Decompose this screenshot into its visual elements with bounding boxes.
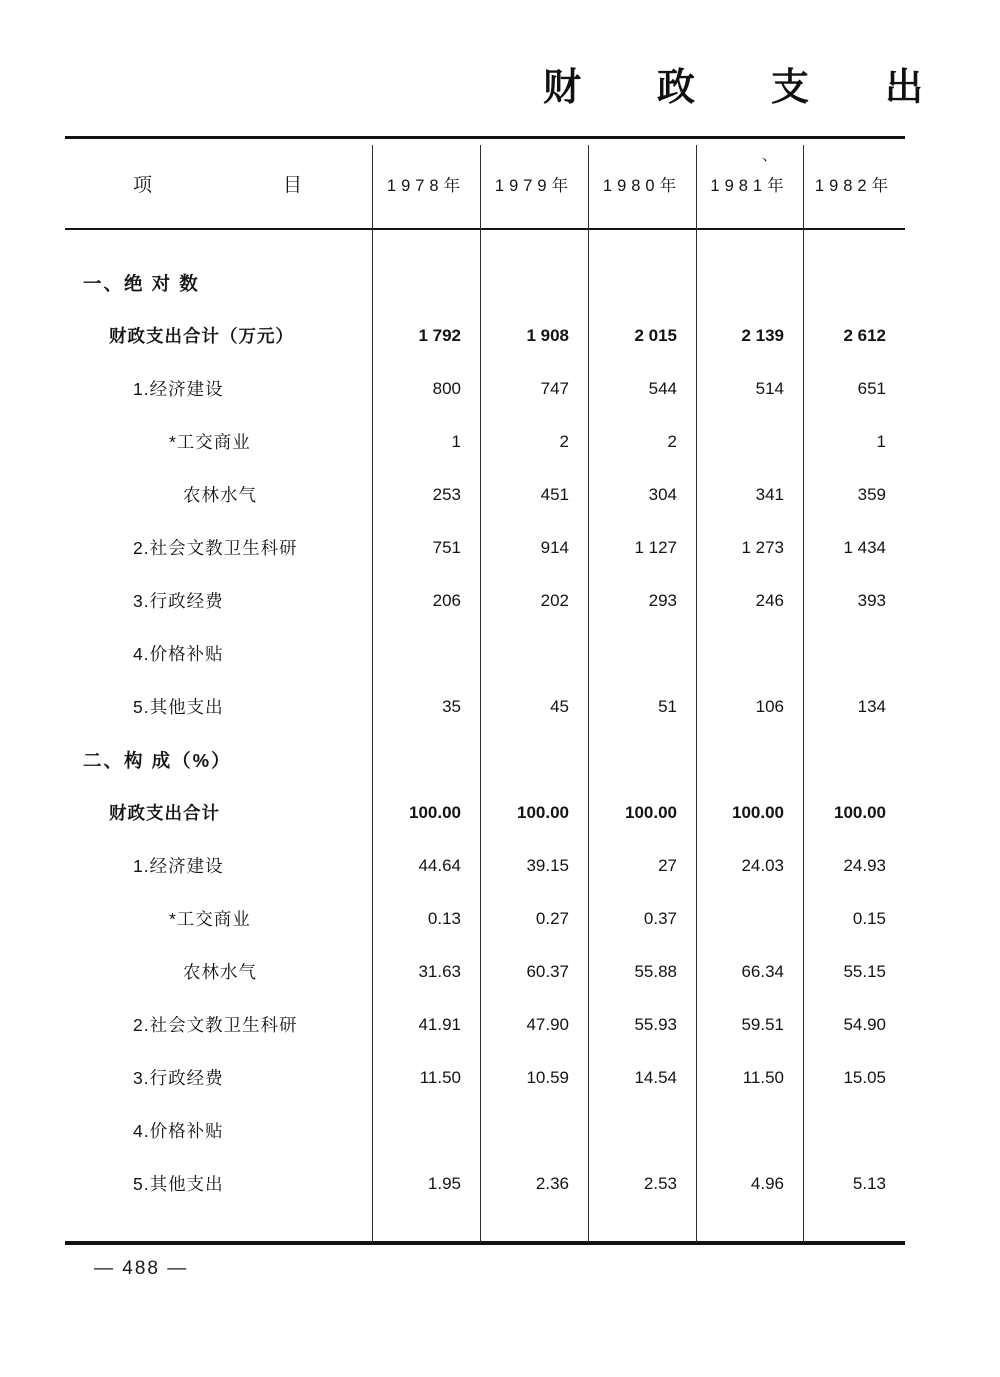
- value-cell: 2.36: [535, 1173, 569, 1193]
- finance-expenditure-table: [65, 136, 905, 1245]
- scan-stray-mark: 、: [762, 147, 778, 164]
- value-cell: 451: [540, 484, 569, 504]
- column-separator-line: [588, 145, 589, 1243]
- value-cell: 5.13: [852, 1173, 886, 1193]
- value-cell: 1 908: [526, 325, 569, 345]
- table-row: [65, 362, 905, 415]
- value-cell: 0.37: [643, 908, 677, 928]
- value-cell: 914: [540, 537, 569, 557]
- value-cell: 1.95: [427, 1173, 461, 1193]
- table-body: [65, 230, 905, 1210]
- value-cell: 341: [755, 484, 784, 504]
- value-cell: 55.88: [634, 961, 677, 981]
- table-row: [65, 1104, 905, 1157]
- value-cell: 47.90: [526, 1014, 569, 1034]
- table-row: [65, 1157, 905, 1210]
- table-header-row: [65, 139, 905, 228]
- value-cell: 2: [667, 431, 677, 451]
- value-cell: 1 273: [741, 537, 784, 557]
- value-cell: 55.15: [843, 961, 886, 981]
- page-number: — 488 —: [94, 1258, 189, 1279]
- table-row: [65, 256, 905, 309]
- value-cell: 106: [755, 696, 784, 716]
- row-label: 2.社会文教卫生科研: [133, 538, 298, 558]
- value-cell: 134: [857, 696, 886, 716]
- table-bottom-rule: [65, 1241, 905, 1245]
- row-label: 4.价格补贴: [133, 1121, 224, 1141]
- table-row: [65, 521, 905, 574]
- column-separator-line: [803, 145, 804, 1243]
- value-cell: 2.53: [643, 1173, 677, 1193]
- value-cell: 45: [550, 696, 569, 716]
- value-cell: 31.63: [418, 961, 461, 981]
- table-row: [65, 998, 905, 1051]
- year-column-header: 1982年: [814, 176, 894, 195]
- item-header-right-char: 目: [282, 175, 302, 196]
- year-column-header: 1978年: [386, 176, 466, 195]
- value-cell: 0.13: [427, 908, 461, 928]
- row-label: *工交商业: [169, 432, 251, 452]
- value-cell: 100.00: [732, 802, 784, 822]
- table-row: [65, 786, 905, 839]
- value-cell: 747: [540, 378, 569, 398]
- value-cell: 44.64: [418, 855, 461, 875]
- row-label: 5.其他支出: [133, 1174, 224, 1194]
- column-separator-line: [480, 145, 481, 1243]
- value-cell: 15.05: [843, 1067, 886, 1087]
- row-label: 财政支出合计: [109, 803, 220, 823]
- table-row: [65, 415, 905, 468]
- value-cell: 66.34: [741, 961, 784, 981]
- value-cell: 4.96: [750, 1173, 784, 1193]
- value-cell: 2: [559, 431, 569, 451]
- value-cell: 11.50: [742, 1067, 784, 1087]
- row-label: 二、构 成（%）: [83, 749, 232, 771]
- value-cell: 206: [432, 590, 461, 610]
- value-cell: 544: [648, 378, 677, 398]
- table-row: [65, 468, 905, 521]
- column-separator-line: [696, 145, 697, 1243]
- value-cell: 100.00: [409, 802, 461, 822]
- row-label: 农林水气: [183, 962, 257, 982]
- value-cell: 51: [658, 696, 677, 716]
- row-label: 1.经济建设: [133, 856, 224, 876]
- value-cell: 27: [658, 855, 677, 875]
- row-label: 4.价格补贴: [133, 644, 224, 664]
- value-cell: 39.15: [526, 855, 569, 875]
- year-column-header: 1981年: [710, 176, 789, 195]
- value-cell: 514: [755, 378, 784, 398]
- value-cell: 246: [755, 590, 784, 610]
- row-label: 农林水气: [183, 485, 257, 505]
- value-cell: 751: [432, 537, 461, 557]
- row-label: 1.经济建设: [133, 379, 224, 399]
- value-cell: 304: [648, 484, 677, 504]
- item-header-left-char: 项: [133, 175, 153, 196]
- value-cell: 54.90: [843, 1014, 886, 1034]
- table-row: [65, 627, 905, 680]
- row-label: 3.行政经费: [133, 591, 224, 611]
- table-row: [65, 680, 905, 733]
- value-cell: 393: [857, 590, 886, 610]
- row-label: 2.社会文教卫生科研: [133, 1015, 298, 1035]
- value-cell: 1 127: [634, 537, 677, 557]
- value-cell: 2 015: [634, 325, 677, 345]
- table-row: [65, 892, 905, 945]
- row-label: 一、绝 对 数: [83, 272, 200, 294]
- table-row: [65, 733, 905, 786]
- row-label: 3.行政经费: [133, 1068, 224, 1088]
- value-cell: 100.00: [625, 802, 677, 822]
- table-row: [65, 1051, 905, 1104]
- year-column-header: 1980年: [602, 176, 682, 195]
- table-row: [65, 574, 905, 627]
- column-separator-line: [372, 145, 373, 1243]
- table-row: [65, 839, 905, 892]
- value-cell: 1 434: [843, 537, 886, 557]
- value-cell: 2 139: [741, 325, 784, 345]
- value-cell: 24.03: [741, 855, 784, 875]
- value-cell: 253: [432, 484, 461, 504]
- row-label: 5.其他支出: [133, 697, 224, 717]
- value-cell: 35: [442, 696, 461, 716]
- value-cell: 24.93: [843, 855, 886, 875]
- value-cell: 293: [648, 590, 677, 610]
- row-label: 财政支出合计（万元）: [109, 326, 294, 346]
- value-cell: 359: [857, 484, 886, 504]
- value-cell: 202: [540, 590, 569, 610]
- value-cell: 651: [857, 378, 886, 398]
- value-cell: 59.51: [741, 1014, 784, 1034]
- value-cell: 0.27: [535, 908, 569, 928]
- value-cell: 2 612: [843, 325, 886, 345]
- value-cell: 55.93: [634, 1014, 677, 1034]
- value-cell: 100.00: [834, 802, 886, 822]
- value-cell: 14.54: [634, 1067, 677, 1087]
- value-cell: 60.37: [526, 961, 569, 981]
- value-cell: 100.00: [517, 802, 569, 822]
- row-label: *工交商业: [169, 909, 251, 929]
- value-cell: 41.91: [418, 1014, 461, 1034]
- item-column-header: [65, 139, 372, 228]
- table-row: [65, 309, 905, 362]
- value-cell: 1: [876, 431, 886, 451]
- page-title: 财政支出: [543, 67, 1000, 109]
- value-cell: 0.15: [852, 908, 886, 928]
- table-row: [65, 945, 905, 998]
- value-cell: 800: [432, 378, 461, 398]
- value-cell: 11.50: [419, 1067, 461, 1087]
- value-cell: 10.59: [526, 1067, 569, 1087]
- value-cell: 1: [451, 431, 461, 451]
- year-column-header: 1979年: [494, 176, 574, 195]
- value-cell: 1 792: [418, 325, 461, 345]
